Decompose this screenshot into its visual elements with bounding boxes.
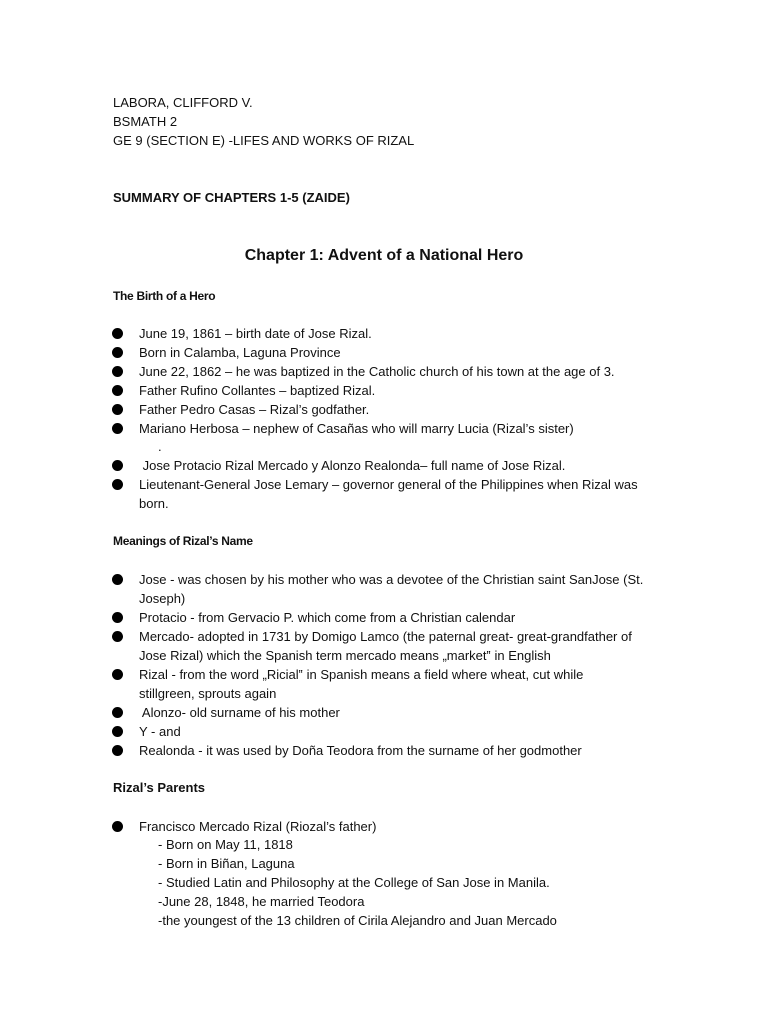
list-item-text: Y - and	[139, 724, 181, 739]
section-title-birth: The Birth of a Hero	[113, 289, 216, 303]
list-item-text: Mercado- adopted in 1731 by Domigo Lamco (the paternal great- great-grandfather of Jose Rizal) which the Spanish term mercado means „market‟ in English	[139, 629, 632, 663]
course-name: BSMATH 2	[113, 114, 178, 129]
sub-item: - Studied Latin and Philosophy at the College of San Jose in Manila.	[158, 875, 550, 890]
list-item-text: Born in Calamba, Laguna Province	[139, 345, 341, 360]
list-item-text: Mariano Herbosa – nephew of Casañas who will marry Lucia (Rizal’s sister)	[139, 421, 574, 436]
section-title-meanings: Meanings of Rizal’s Name	[113, 534, 253, 548]
list-item-text: Lieutenant-General Jose Lemary – governor general of the Philippines when Rizal was born.	[139, 477, 638, 511]
summary-title: SUMMARY OF CHAPTERS 1-5 (ZAIDE)	[113, 190, 350, 205]
bullet-icon	[112, 460, 123, 471]
bullet-icon	[112, 404, 123, 415]
bullet-icon	[112, 745, 123, 756]
list-item-text: Jose - was chosen by his mother who was a devotee of the Christian saint SanJose (St. Joseph)	[139, 572, 644, 606]
bullet-icon	[112, 385, 123, 396]
list-item-text: June 22, 1862 – he was baptized in the Catholic church of his town at the age of 3.	[139, 364, 615, 379]
sub-item: -the youngest of the 13 children of Cirila Alejandro and Juan Mercado	[158, 913, 557, 928]
stray-dot: .	[158, 439, 162, 454]
list-item-text: Rizal - from the word „Ricial‟ in Spanish means a field where wheat, cut while stillgreen, sprouts again	[139, 667, 584, 701]
section-title-parents: Rizal’s Parents	[113, 780, 206, 795]
list-item-text: Father Rufino Collantes – baptized Rizal.	[139, 383, 376, 398]
list-item-text: Father Pedro Casas – Rizal’s godfather.	[139, 402, 370, 417]
bullet-icon	[112, 707, 123, 718]
sub-item: - Born on May 11, 1818	[158, 837, 293, 852]
bullet-icon	[112, 423, 123, 434]
bullet-icon	[112, 726, 123, 737]
list-item-text: Francisco Mercado Rizal (Riozal’s father)	[139, 819, 377, 834]
list-item-text: Jose Protacio Rizal Mercado y Alonzo Realonda– full name of Jose Rizal.	[139, 458, 566, 473]
subject-name: GE 9 (SECTION E) -LIFES AND WORKS OF RIZAL	[113, 133, 415, 148]
list-item-text: Protacio - from Gervacio P. which come from a Christian calendar	[139, 610, 516, 625]
bullet-icon	[112, 328, 123, 339]
bullet-icon	[112, 631, 123, 642]
list-item-text: June 19, 1861 – birth date of Jose Rizal.	[139, 326, 372, 341]
bullet-icon	[112, 574, 123, 585]
author-name: LABORA, CLIFFORD V.	[113, 95, 253, 110]
bullet-icon	[112, 612, 123, 623]
sub-item: -June 28, 1848, he married Teodora	[158, 894, 365, 909]
list-item-text: Realonda - it was used by Doña Teodora from the surname of her godmother	[139, 743, 582, 758]
bullet-icon	[112, 479, 123, 490]
bullet-icon	[112, 347, 123, 358]
sub-item: - Born in Biñan, Laguna	[158, 856, 295, 871]
bullet-icon	[112, 821, 123, 832]
bullet-icon	[112, 366, 123, 377]
list-item-text: Alonzo- old surname of his mother	[139, 705, 340, 720]
bullet-icon	[112, 669, 123, 680]
chapter-title: Chapter 1: Advent of a National Hero	[244, 247, 524, 264]
